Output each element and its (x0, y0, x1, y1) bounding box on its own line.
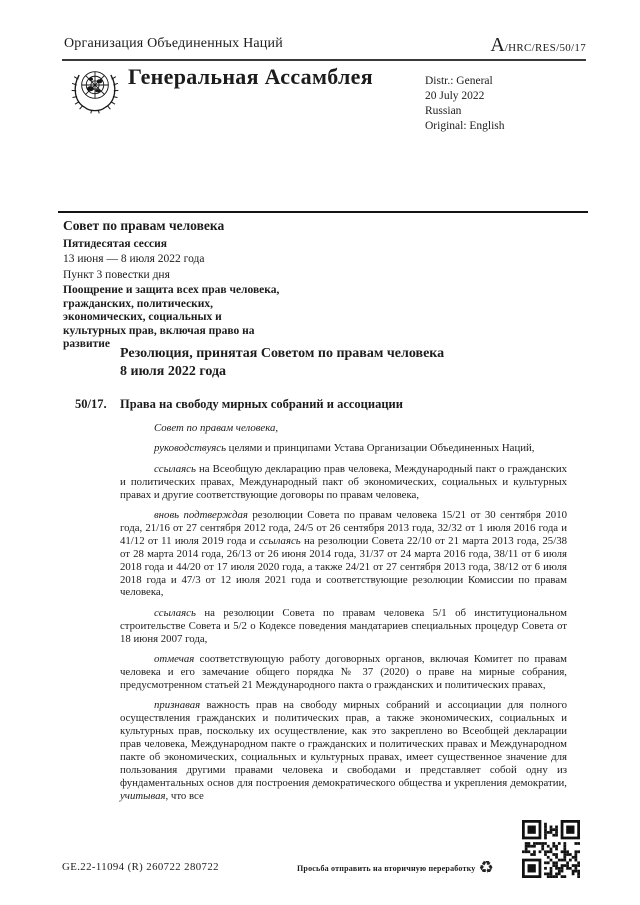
agenda-item: Пункт 3 повестки дня (63, 268, 170, 281)
doc-symbol (490, 34, 586, 57)
assembly-title: Генеральная Ассамблея (128, 64, 373, 89)
session-block (63, 219, 281, 352)
language-line: Russian (425, 105, 462, 117)
agenda-title: Поощрение и защита всех прав человека, гражданских, политических, экономических, социальных и культурных прав, включая право на развитие (63, 284, 280, 350)
recycle-group (297, 860, 494, 877)
resolution-paragraph: отмечая соответствующую работу договорных органов, включая Комитет по правам человека и его замечание общего порядка № 37 (2020) о праве на мирные собрания, предусмотренном статьей 21 Международного пакта о гражданских и политических правах, (120, 653, 567, 691)
resolution-paragraph: ссылаясь на Всеобщую декларацию прав человека, Международный пакт о гражданских и политических правах, Международный пакт об экономических, социальных и культурных правах и другие соответствующие договоры по правам человека, (120, 462, 567, 501)
resolution-number: 50/17. (75, 397, 107, 411)
doc-symbol-prefix: A (490, 34, 505, 56)
resolution-paragraph: Совет по правам человека, (154, 422, 279, 434)
date-line: 20 July 2022 (425, 90, 485, 102)
resolution-paragraph: ссылаясь на резолюции Совета по правам человека 5/1 об институциональном строительстве Совета и 5/2 о Кодексе поведения мандатариев специальных процедур Совета от 18 июня 2007 года, (120, 606, 567, 645)
resolution-paragraphs (120, 422, 567, 810)
resolution-paragraph: руководствуясь целями и принципами Устава Организации Объединенных Наций, (154, 442, 535, 455)
session-number: Пятидесятая сессия (63, 237, 168, 250)
ge-number: GE.22-11094 (R) 260722 280722 (62, 861, 219, 873)
distr-block (425, 74, 505, 134)
resolution-subject: Права на свободу мирных собраний и ассоциации (120, 397, 403, 411)
org-name: Организация Объединенных Наций (64, 36, 283, 51)
resolution-number-row (75, 397, 403, 412)
qr-code (522, 820, 580, 878)
resolution-title-line2: 8 июля 2022 года (120, 364, 227, 379)
distr-line: Distr.: General (425, 75, 493, 87)
session-rule (58, 211, 588, 213)
original-line: Original: English (425, 120, 505, 132)
council-name: Совет по правам человека (63, 218, 225, 233)
header-rule (62, 59, 586, 61)
recycle-note: Просьба отправить на вторичную переработку (297, 864, 476, 873)
resolution-title-line1: Резолюция, принятая Советом по правам человека (120, 346, 445, 361)
resolution-title (120, 345, 444, 381)
session-dates: 13 июня — 8 июля 2022 года (63, 253, 205, 265)
recycle-icon: ♻ (478, 858, 494, 878)
resolution-paragraph: признавая важность прав на свободу мирных собраний и ассоциации для полного осуществления гражданских и политических прав, а также экономических, социальных и культурных прав, поскольку их осуществление, как это закреплено во Всеобщей декларации прав человека, Международном пакте о гражданских и политических правах и Международном пакте об экономических, социальных и культурных правах, имеет существенное значение для пользования другими правами человека и свободами и представляет собой одну из фундаментальных основ для построения демократического общества и укрепления демократии, учитывая, что все (120, 699, 567, 802)
resolution-paragraph: вновь подтверждая резолюции Совета по правам человека 15/21 от 30 сентября 2010 года, 21/16 от 27 сентября 2012 года, 24/5 от 26 сентября 2013 года, 32/32 от 1 июля 2016 года и 41/12 от 11 июля 2019 года и ссылаясь на резолюции Совета 22/10 от 21 марта 2013 года, 25/38 от 28 марта 2014 года, 26/13 от 26 июня 2014 года, 31/37 от 24 марта 2016 года, 38/11 от 6 июля 2018 года и 44/20 от 17 июля 2020 года, а также 24/21 от 27 сентября 2013 года, 38/12 от 6 июля 2018 года и 47/3 от 12 июля 2021 года и соответствующие резолюции Комиссии по правам человека, (120, 509, 567, 599)
doc-symbol-rest: /HRC/RES/50/17 (504, 42, 586, 54)
un-emblem-icon (70, 63, 120, 117)
